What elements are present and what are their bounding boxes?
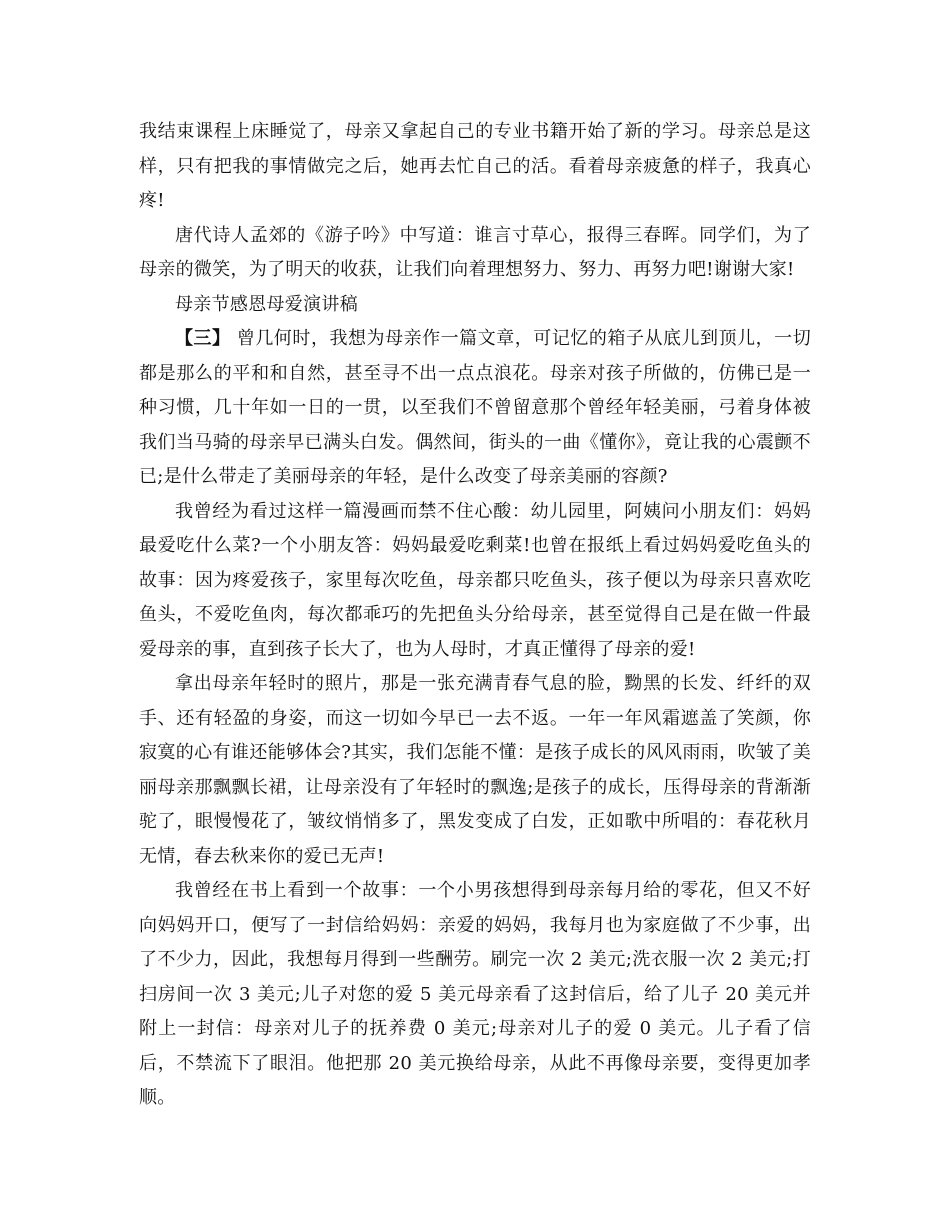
paragraph-section-three — [139, 322, 811, 495]
paragraph-text: 我曾经为看过这样一篇漫画而禁不住心酸：幼儿园里，阿姨问小朋友们：妈妈最爱吃什么菜?一个小朋友答：妈妈最爱吃剩菜!也曾在报纸上看过妈妈爱吃鱼头的故事：因为疼爱孩子，家里每次吃鱼，母亲都只吃鱼头，孩子便以为母亲只喜欢吃鱼头，不爱吃鱼肉，每次都乖巧的先把鱼头分给母亲，甚至觉得自己是在做一件最爱母亲的事，直到孩子长大了，也为人母时，才真正懂得了母亲的爱! — [139, 500, 811, 660]
document-body — [139, 115, 811, 1116]
paragraph-old-photo — [139, 667, 811, 874]
section-title-text: 母亲节感恩母爱演讲稿 — [175, 293, 358, 315]
section-title — [139, 288, 811, 323]
paragraph-text: 拿出母亲年轻时的照片，那是一张充满青春气息的脸，黝黑的长发、纤纤的双手、还有轻盈的身姿，而这一切如今早已一去不返。一年一年风霜遮盖了笑颜，你寂寞的心有谁还能够体会?其实，我们怎能不懂：是孩子成长的风风雨雨，吹皱了美丽母亲那飘飘长裙，让母亲没有了年轻时的飘逸;是孩子的成长，压得母亲的背渐渐驼了，眼慢慢花了，皱纹悄悄多了，黑发变成了白发，正如歌中所唱的：春花秋月无情，春去秋来你的爱已无声! — [139, 673, 811, 867]
paragraph-letter-story — [139, 874, 811, 1116]
paragraph-text: 曾几何时，我想为母亲作一篇文章，可记忆的箱子从底儿到顶儿，一切都是那么的平和和自然，甚至寻不出一点点浪花。母亲对孩子所做的，仿佛已是一种习惯，几十年如一日的一贯，以至我们不曾留意那个曾经年轻美丽，弓着身体被我们当马骑的母亲早已满头白发。偶然间，街头的一曲《懂你》，竟让我的心震颤不已;是什么带走了美丽母亲的年轻，是什么改变了母亲美丽的容颜? — [139, 328, 811, 487]
paragraph-intro-continuation — [139, 115, 811, 219]
paragraph-text: 我曾经在书上看到一个故事：一个小男孩想得到母亲每月给的零花，但又不好向妈妈开口，便写了一封信给妈妈：亲爱的妈妈，我每月也为家庭做了不少事，出了不少力，因此，我想每月得到一些酬劳。刷完一次 2 美元;洗衣服一次 2 美元;打扫房间一次 3 美元;儿子对您的爱 5 美元母亲看了这封信后，给了儿子 20 美元并附上一封信：母亲对儿子的抚养费 0 美元;母亲对儿子的爱 0 美元。儿子看了信后，不禁流下了眼泪。他把那 20 美元换给母亲，从此不再像母亲要，变得更加孝顺。 — [139, 880, 811, 1108]
paragraph-text: 唐代诗人孟郊的《游子吟》中写道：谁言寸草心，报得三春晖。同学们，为了母亲的微笑，为了明天的收获，让我们向着理想努力、努力、再努力吧!谢谢大家! — [139, 224, 811, 280]
section-number-marker: 【三】 — [175, 328, 231, 349]
paragraph-text: 我结束课程上床睡觉了，母亲又拿起自己的专业书籍开始了新的学习。母亲总是这样，只有把我的事情做完之后，她再去忙自己的活。看着母亲疲惫的样子，我真心疼! — [139, 121, 811, 211]
paragraph-closing-quote — [139, 219, 811, 288]
paragraph-cartoon-story — [139, 495, 811, 668]
